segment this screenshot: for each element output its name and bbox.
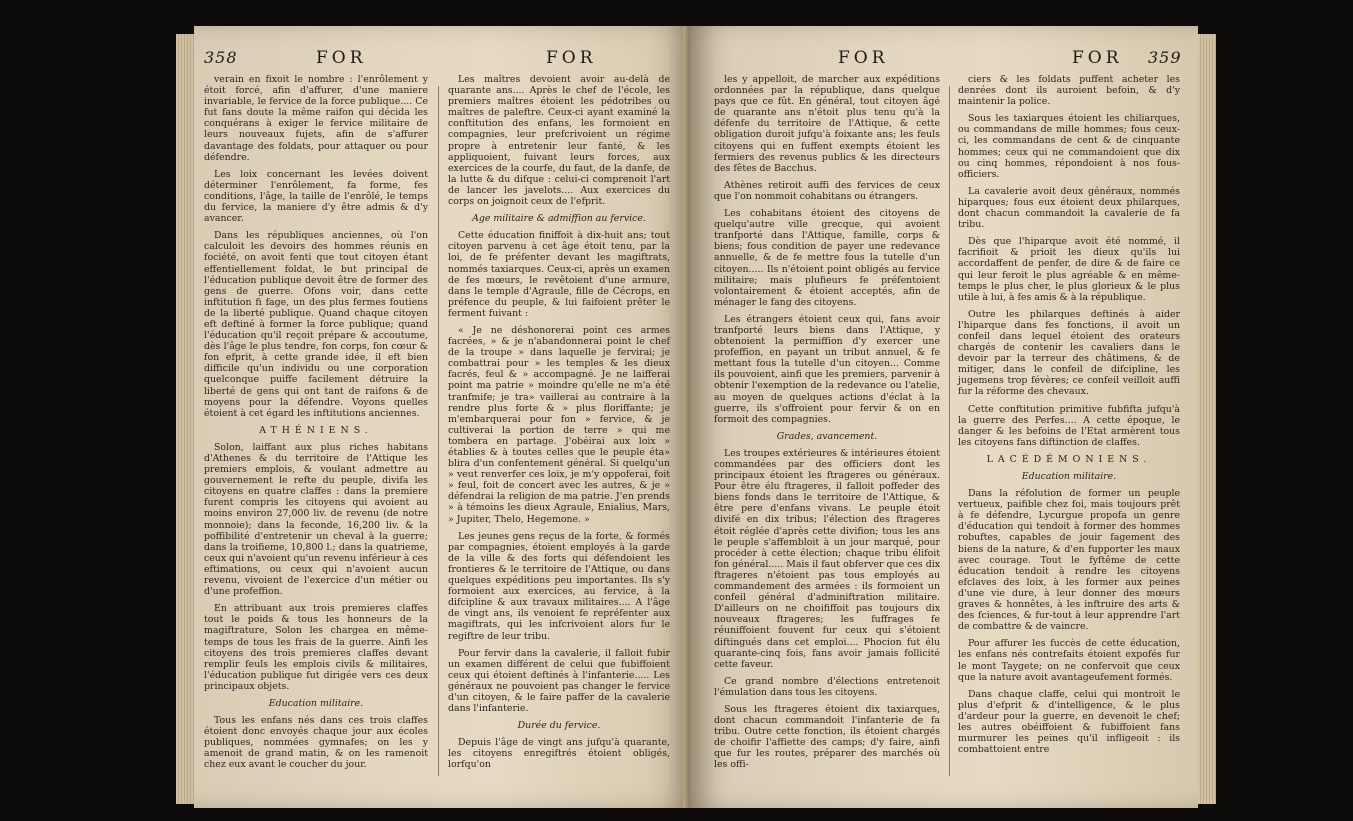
paragraph: les y appelloit, de marcher aux expéditions ordonnées par la république, dans quelque pays que ce fût. En général, tout citoyen âgé de quarante ans n'étoit plus tenu qu'à la défenfe du territoire de l'Attique, & cette obligation duroit jufqu'à foixante ans; les feuls citoyens qui en fuffent exempts étoient les fermiers des revenus publics & les directeurs des fêtes de Bacchus. <box>714 74 940 174</box>
paragraph: Dans chaque claffe, celui qui montroit le plus d'efprit & d'intelligence, & le plus d'ardeur pour la guerre, en devenoit le chef; les autres obéiffoient & fubiffoient fans murmurer les peines qu'il infligeoit : ils combattoient entre <box>958 688 1180 756</box>
page-number: 359 <box>1148 48 1182 67</box>
paragraph: En attribuant aux trois premieres claffes tout le poids & tous les honneurs de la magiftrature, Solon les chargea en même-temps de tous les frais de la guerre. Ainfi les citoyens des trois premieres claffes devant remplir feuls les emplois civils & militaires, l'éducation publique fut dirigée vers ces deux principaux objets. <box>204 603 428 692</box>
column-1 <box>204 74 428 777</box>
column-2 <box>958 74 1180 761</box>
paragraph: Athènes retiroit auffi des fervices de ceux que l'on nommoit cohabitans ou étrangers. <box>714 179 940 202</box>
paragraph: Cette conftitution primitive fubfifta jufqu'à la guerre des Perfes.... A cette époque, le danger & les befoins de l'Etat armèrent tous les citoyens fans diftinction de claffes. <box>958 403 1180 448</box>
paragraph: Dès que l'hiparque avoit été nommé, il facrifioit & prioit les dieux qu'ils lui accordaffent de penfer, de dire & de faire ce qui leur feroit le plus agréable & en même-temps le plus cher, le plus glorieux & le plus utile à lui, à fes amis & à la république. <box>958 236 1180 303</box>
running-header-center: FOR <box>546 48 597 68</box>
left-page <box>194 26 691 808</box>
running-header: FOR <box>316 48 367 68</box>
paragraph: ciers & les foldats puffent acheter les denrées dont ils auroient befoin, & d'y maintenir la police. <box>958 74 1180 108</box>
section-heading: Education militaire. <box>268 697 364 709</box>
paragraph: La cavalerie avoit deux généraux, nommés hiparques; fous eux étoient deux philarques, dont chacun commandoit la cavalerie de fa tribu. <box>958 185 1180 231</box>
paragraph: Les troupes extérieures & intérieures étoient commandées par des officiers dont les principaux étoient les ftrageres ou généraux. Pour être élu ftrageres, il falloit poffeder des biens fonds dans le territoire de l'Attique, & être pere d'enfans vivans. Le peuple étoit divifé en dix tribus; l'élection des ftrageres étoit réglée d'après cette divifion; tous les ans le peuple s'affembloit à un jour marqué, pour procéder à cette élection; chaque tribu élifoit fon général..... Mais il faut obferver que ces dix ftrageres n'étoient pas tous employés au commandement des armées : ils formoient un confeil général d'adminiftration militaire. D'ailleurs on ne choififfoit pas toujours dix nouveaux ftrageres; les fuffrages fe réuniffoient fouvent fur ceux qui s'étoient diftingués dans cet emploi.... Phocion fut élu quarante-cinq fois, fans avoir jamais follicité cette faveur. <box>714 447 940 670</box>
paragraph: Outre les philarques deftinés à aider l'hiparque dans fes fonctions, il avoit un confeil dans lequel étoient des orateurs chargés de contenir les cavaliers dans le devoir par la terreur des châtimens, & de mitiger, dans le confeil de difcipline, les jugemens trop févères; ce confeil veilloit auffi fur la réforme des chevaux. <box>958 308 1180 398</box>
paragraph: Pour fervir dans la cavalerie, il falloit fubir un examen différent de celui que fubiffoient ceux qui étoient deftinés à l'infanterie..... Les généraux ne pouvoient pas changer le fervice d'un citoyen, & le faire paffer de la cavalerie dans l'infanterie. <box>448 647 670 715</box>
running-header-center: FOR <box>838 48 889 68</box>
section-heading: Education militaire. <box>1021 471 1117 482</box>
paragraph: Les étrangers étoient ceux qui, fans avoir tranfporté leurs biens dans l'Attique, y obtenoient la permiffion d'y exercer une profeffion, en payant un tribut annuel, & fe mettant fous la tutelle d'un citoyen... Comme ils pouvoient, ainfi que les premiers, parvenir à obtenir l'exemption de la redevance ou l'atelie, au moyen de quelques actions d'éclat à la guerre, ils s'offroient pour fervir & on en formoit des compagnies. <box>714 313 940 425</box>
paragraph: Tous les enfans nés dans ces trois claffes étoient donc envoyés chaque jour aux écoles publiques, nommées gymnafes; on les y amenoit de grand matin, & on les ramenoit chez eux avant le coucher du jour. <box>204 715 428 771</box>
running-header: FOR <box>1072 48 1123 68</box>
paragraph: Les cohabitans étoient des citoyens de quelqu'autre ville grecque, qui avoient tranfporté dans l'Attique, famille, corps & biens; fous condition de payer une redevance annuelle, & de fe mettre fous la tutelle d'un citoyen..... Ils n'étoient point obligés au fervice militaire; mais plufieurs fe préfentoient volontairement & étoient acceptés, afin de ménager le fang des citoyens. <box>714 208 940 308</box>
paragraph: Dans les républiques anciennes, où l'on calculoit les devoirs des hommes réunis en fociété, on avoit fenti que tout citoyen étant effentiellement foldat, le but principal de l'éducation publique devoit être de former des gens de guerre. Ofons voir, dans cette inftitution fi fage, un des plus fermes foutiens de la liberté publique. Quand chaque citoyen eft deftiné à former la force publique; quand l'éducation qu'il reçoit prépare & accoutume, dès l'âge le plus tendre, fon corps, fon cœur & fon efprit, à cette grande idée, il eft bien difficile qu'un individu ou une corporation quelconque puiffe facilement détruire la liberté de gens qui ont tant de raifons & de moyens pour la défendre. Voyons quelles étoient à cet égard les inftitutions anciennes. <box>204 230 428 419</box>
paragraph: Cette éducation finiffoit à dix-huit ans; tout citoyen parvenu à cet âge étoit tenu, par la loi, de fe préfenter devant les magiftrats, nommés taxiarques. Ceux-ci, après un examen de fes mœurs, le revêtoient d'une armure, dans le temple d'Agraule, fille de Cécrops, en préfence du peuple, & lui faifoient prêter le ferment fuivant : <box>448 230 670 319</box>
paragraph: Depuis l'âge de vingt ans jufqu'à quarante, les citoyens enregiftrés étoient obligés, lorfqu'on <box>448 737 670 771</box>
oath-quote: « Je ne déshonorerai point ces armes facrées, » & je n'abandonnerai point le chef de la troupe » dans laquelle je fervirai; je combattrai pour » les temples & les dieux facrés, feul & » accompagné. Je ne laifferai point ma patrie » moindre qu'elle ne m'a été tranfmife; je tra» vaillerai au contraire à la rendre plus forte & » plus floriffante; je m'embarquerai pour fon » fervice, & je cultiverai la portion de terre » qui me tombera en partage. J'obéirai aux loix » établies & à toutes celles que le peuple éta» blira d'un confentement général. Si quelqu'un » veut renverfer ces loix, je m'y oppoferai, foit » feul, foit de concert avec les autres, & je » défendrai la religion de ma patrie. J'en prends » à témoins les dieux Agraule, Enialius, Mars, » Jupiter, Thelo, Hegemone. » <box>448 324 670 525</box>
open-book <box>176 26 1216 808</box>
paragraph: Ce grand nombre d'élections entretenoit l'émulation dans tous les citoyens. <box>714 675 940 698</box>
paragraph: Sous les taxiarques étoient les chiliarques, ou commandans de mille hommes; fous ceux-ci, les commandans de cent & de cinquante hommes; ceux qui ne commandoient que dix ou cinq hommes, répondoient à nos fous-officiers. <box>958 113 1180 180</box>
paragraph: Dans la réfolution de former un peuple vertueux, paifible chez foi, mais toujours prêt à fe défendre, Lycurgue propofa un genre d'éducation qui tendoit à former des hommes robuftes, capables de jouir fagement des biens de la nature, & d'en fupporter les maux avec courage. Tout le fyftême de cette éducation tendoit à rendre les citoyens efclaves des loix, à les former aux peines d'une vie dure, à leur donner des mœurs graves & honnêtes, à les inftruire des arts & des fciences, & fur-tout à leur apprendre l'art de combattre & de vaincre. <box>958 488 1180 633</box>
section-heading: Grades, avancement. <box>776 430 878 442</box>
column-1 <box>714 74 940 777</box>
page-number: 358 <box>204 48 238 67</box>
section-heading: Durée du fervice. <box>517 720 601 732</box>
column-divider <box>438 86 439 776</box>
section-heading: ATHÉNIENS. <box>259 424 373 436</box>
paragraph: Sous les ftrageres étoient dix taxiarques, dont chacun commandoit l'infanterie de fa tribu. Outre cette fonction, ils étoient chargés de choifir l'affiette des camps; d'y faire, ainfi que fur les routes, préparer des marchés où les offi- <box>714 703 940 771</box>
paragraph: verain en fixoit le nombre : l'enrôlement y étoit forcé, afin d'affurer, d'une maniere invariable, le fervice de la force publique.... Ce fut fans doute la même raifon qui décida les conquérans à exiger le fervice militaire de leurs nouveaux fujets, afin de s'affurer davantage des foldats, pour attaquer ou pour défendre. <box>204 74 428 163</box>
paragraph: Les loix concernant les levées doivent déterminer l'enrôlement, fa forme, fes conditions, l'âge, la taille de l'enrôlé, le temps du fervice, la maniere d'y être admis & d'y avancer. <box>204 168 428 225</box>
section-heading: LACÉDÉMONIENS. <box>986 453 1152 465</box>
paragraph: Solon, laiffant aux plus riches habitans d'Athenes & du territoire de l'Attique les premiers emplois, & voulant admettre au gouvernement le refte du peuple, divifa les citoyens en quatre claffes : dans la premiere furent compris les citoyens qui avoient au moins environ 27,000 liv. de revenu (de notre monnoie); dans la feconde, 16,200 liv. & la poffibilité d'entretenir un cheval à la guerre; dans la troifieme, 10,800 l.; dans la quatrieme, ceux qui n'avoient qu'un revenu inférieur à ces eftimations, ou ceux qui n'avoient aucun revenu, vivoient de l'exercice d'un métier ou d'une profeffion. <box>204 441 428 598</box>
left-page-edges <box>176 34 196 804</box>
paragraph: Pour affurer les fuccès de cette éducation, les enfans nés contrefaits étoient expofés fur le mont Taygete; on ne confervoit que ceux que la nature avoit avantageufement formés. <box>958 638 1180 683</box>
paragraph: Les maîtres devoient avoir au-delà de quarante ans.... Après le chef de l'école, les premiers maîtres étoient les pédotribes ou maîtres de paleftre. Ceux-ci ayant examiné la conftitution des enfans, les formoient en compagnies, leur prefcrivoient un régime propre à entretenir leur fanté, & les appliquoient, fuivant leurs forces, aux exercices de la courfe, du faut, de la danfe, de la lutte & du difque : celui-ci comprenoit l'art de lancer les javelots.... Aux exercices du corps on joignoit ceux de l'efprit. <box>448 74 670 208</box>
column-divider <box>949 86 950 776</box>
right-page <box>690 26 1198 808</box>
paragraph: Les jeunes gens reçus de la forte, & formés par compagnies, étoient employés à la garde de la ville & des forts qui défendoient les frontieres & le territoire de l'Attique, ou dans quelques expéditions peu importantes. Ils s'y formoient aux exercices, au fervice, à la difcipline & aux travaux militaires.... A l'âge de vingt ans, ils venoient fe repréfenter aux magiftrats, qui les infcrivoient alors fur le regiftre de leur tribu. <box>448 530 670 642</box>
section-heading: Age militaire & admiffion au fervice. <box>472 213 646 225</box>
column-2 <box>448 74 670 777</box>
